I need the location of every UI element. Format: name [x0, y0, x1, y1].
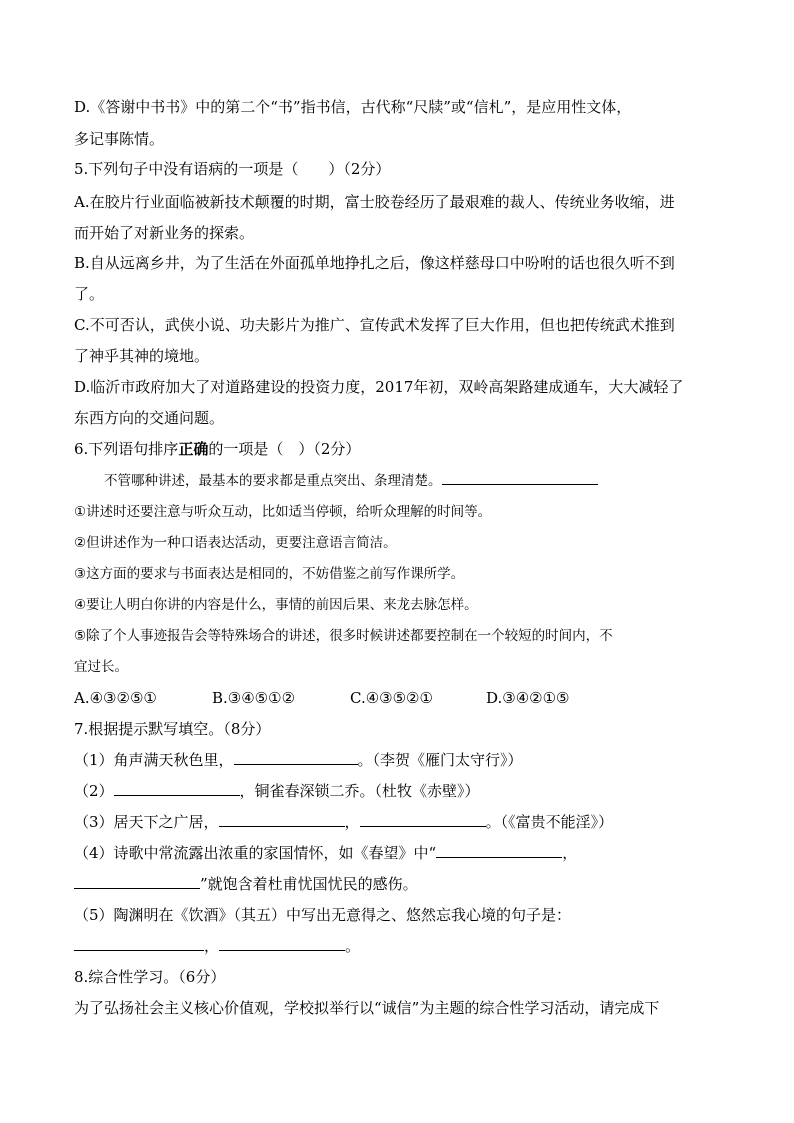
q5-option-b-line2: 了。 [74, 285, 105, 303]
q8-text: 为了弘扬社会主义核心价值观，学校拟举行以“诚信”为主题的综合性学习活动，请完成下 [74, 999, 660, 1017]
q7-item-2-pre: （2） [74, 782, 114, 800]
q7-item-3-pre: （3）居天下之广居， [74, 813, 219, 831]
q6-option-d: D.③④②①⑤ [486, 689, 570, 707]
q7-item-5-mid: ， [204, 937, 220, 955]
q5-option-d-line2: 东西方向的交通问题。 [74, 409, 225, 427]
q6-stem-pre: 6.下列语句排序 [74, 440, 179, 458]
q4-option-d-line2: 多记事陈情。 [74, 130, 165, 148]
q7-item-4-post: ”就饱含着杜甫忧国忧民的感伤。 [200, 875, 418, 893]
q4-option-d-line1: D.《答谢中书书》中的第二个“书”指书信，古代称“尺牍”或“信札”，是应用性文体， [74, 98, 632, 116]
q7-item-1 [74, 749, 523, 771]
q7-item-4-blank-1[interactable] [436, 843, 562, 858]
q6-stem-bold: 正确 [178, 440, 209, 458]
q5-option-b-line1: B.自从远离乡井，为了生活在外面孤单地挣扎之后，像这样慈母口中吩咐的话也很久听不到 [74, 254, 675, 272]
q5-option-a-line2: 而开始了对新业务的探索。 [74, 224, 255, 242]
q6-sentence-5-line1: ⑤除了个人事迹报告会等特殊场合的讲述，很多时候讲述都要控制在一个较短的时间内，不 [74, 628, 613, 644]
q7-item-2-post: ，铜雀春深锁二乔。（杜牧《赤壁》） [239, 782, 480, 800]
q7-item-1-post: 。（李贺《雁门太守行》） [357, 751, 523, 769]
q7-item-3-post: 。（《富贵不能淫》） [485, 813, 614, 831]
q7-item-4-line2 [74, 873, 418, 895]
q8-stem: 8.综合性学习。（6分） [74, 968, 226, 986]
q5-option-d-line1: D.临沂市政府加大了对道路建设的投资力度，2017年初，双岭高架路建成通车，大大减轻了 [74, 378, 684, 396]
q6-stem-post: 的一项是（ ）（2分） [208, 440, 361, 458]
q6-option-c: C.④③⑤②① [350, 689, 433, 707]
q7-stem: 7.根据提示默写填空。（8分） [74, 720, 271, 738]
q7-item-4-line1 [74, 842, 577, 864]
q6-sentence-4: ④要让人明白你讲的内容是什么，事情的前因后果、来龙去脉怎样。 [74, 597, 478, 613]
q7-item-5-post: 。 [345, 937, 361, 955]
q5-stem: 5.下列句子中没有语病的一项是（ ）（2分） [74, 160, 391, 178]
q7-item-3-mid: ， [344, 813, 360, 831]
q5-option-c-line1: C.不可否认，武侠小说、功夫影片为推广、宣传武术发挥了巨大作用，但也把传统武术推到 [74, 316, 675, 334]
q7-item-5-line1: （5）陶渊明在《饮酒》（其五）中写出无意得之、悠然忘我心境的句子是： [74, 906, 572, 924]
q7-item-3-blank-2[interactable] [360, 812, 486, 827]
q6-option-a: A.④③②⑤① [74, 689, 157, 707]
q7-item-1-pre: （1）角声满天秋色里， [74, 751, 234, 769]
q5-option-c-line2: 了神乎其神的境地。 [74, 347, 210, 365]
q7-item-1-blank[interactable] [234, 750, 358, 765]
q7-item-5-blank-1[interactable] [74, 936, 204, 951]
q6-answer-blank[interactable] [442, 470, 598, 485]
q7-item-5-line2 [74, 935, 360, 957]
q5-option-a-line1: A.在胶片行业面临被新技术颠覆的时期，富士胶卷经历了最艰难的裁人、传统业务收缩，进 [74, 193, 675, 211]
q6-lead-text: 不管哪种讲述，最基本的要求都是重点突出、条理清楚。 [104, 473, 442, 489]
q6-sentence-1: ①讲述时还要注意与听众互动，比如适当停顿，给听众理解的时间等。 [74, 504, 492, 520]
q6-option-b: B.③④⑤①② [212, 689, 296, 707]
q7-item-2-blank[interactable] [114, 781, 240, 796]
q7-item-5-blank-2[interactable] [219, 936, 345, 951]
q7-item-4-mid: ， [562, 844, 578, 862]
q6-sentence-2: ②但讲述作为一种口语表达活动，更要注意语言简洁。 [74, 535, 397, 551]
q7-item-4-blank-2[interactable] [74, 874, 200, 889]
q6-sentence-3: ③这方面的要求与书面表达是相同的，不妨借鉴之前写作课所学。 [74, 566, 465, 582]
q6-stem [74, 438, 360, 460]
q7-item-2 [74, 780, 480, 802]
q7-item-3-blank-1[interactable] [219, 812, 345, 827]
q6-lead-sentence [104, 470, 598, 492]
q7-item-4-pre: （4）诗歌中常流露出浓重的家国情怀，如《春望》中“ [74, 844, 437, 862]
q6-sentence-5-line2: 宜过长。 [74, 659, 128, 675]
q7-item-3 [74, 811, 613, 833]
